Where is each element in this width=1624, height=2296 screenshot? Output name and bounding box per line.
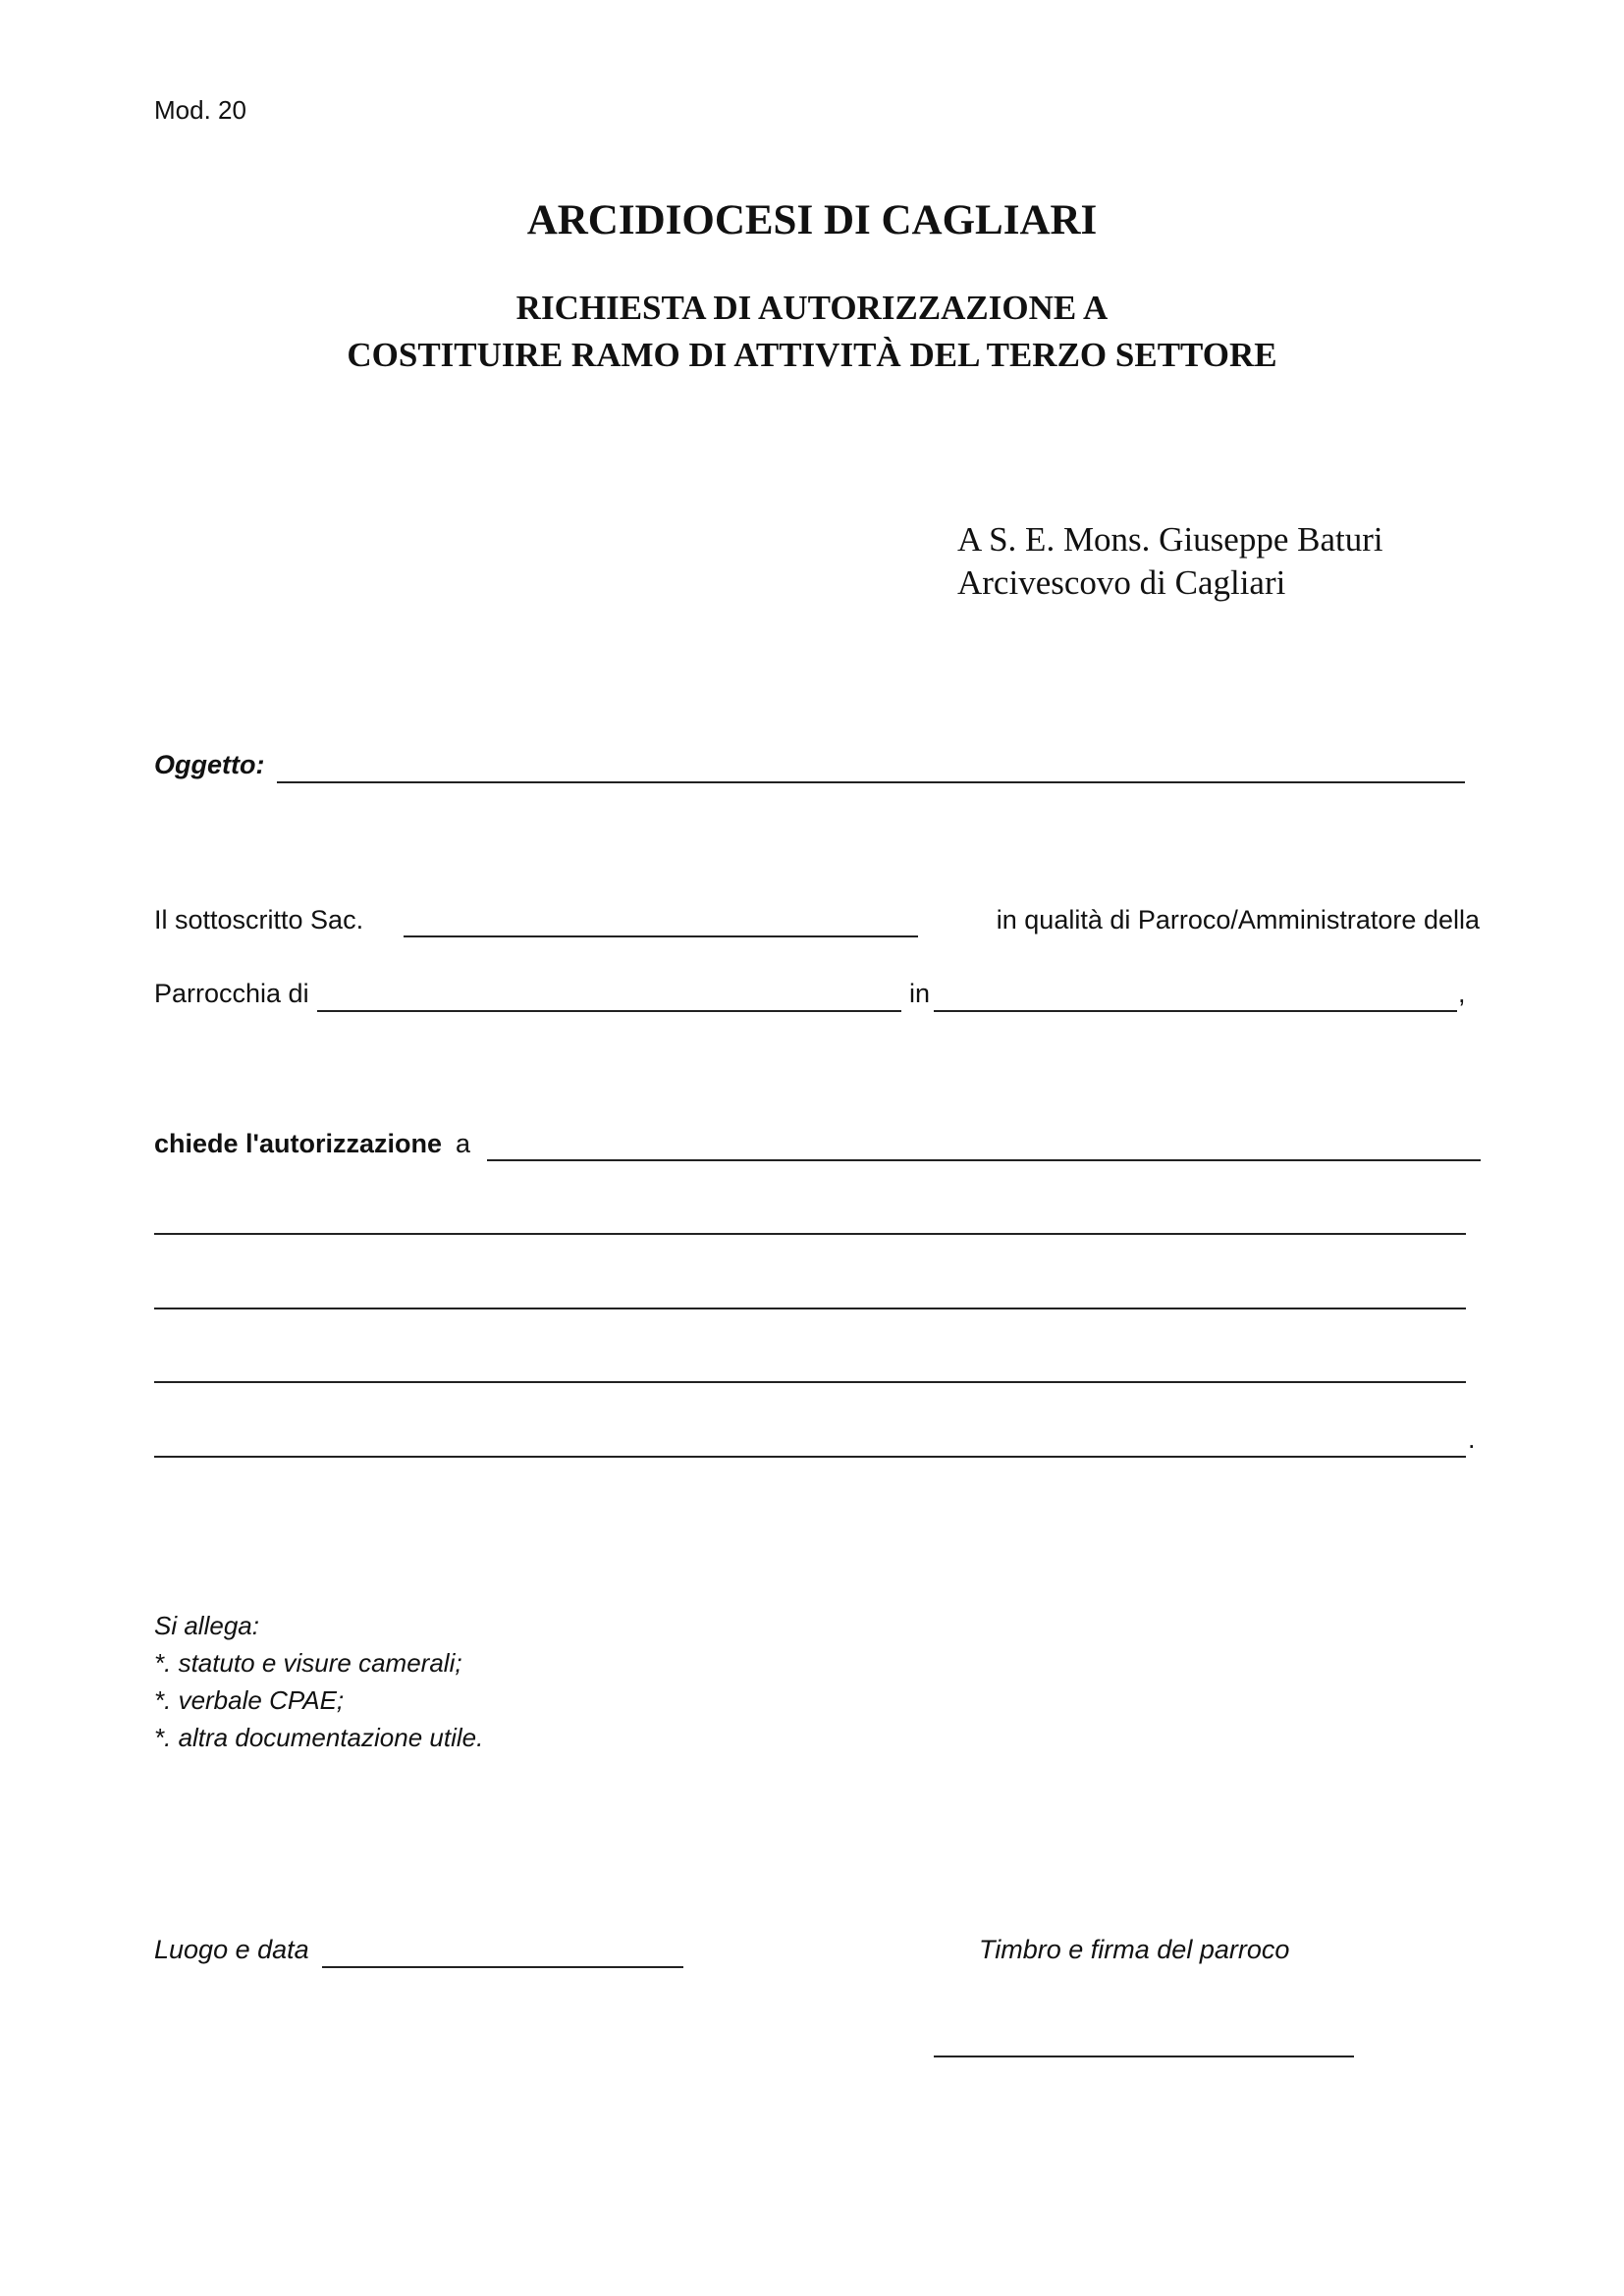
subject-label: Oggetto: [154, 750, 265, 779]
addressee-title: Arcivescovo di Cagliari [957, 563, 1286, 602]
parish-label: Parrocchia di [154, 979, 309, 1008]
attachment-item: *. verbale CPAE; [154, 1685, 345, 1715]
request-field-line-4[interactable] [154, 1381, 1466, 1383]
request-field-line-3[interactable] [154, 1308, 1466, 1309]
request-final-period: . [1468, 1424, 1476, 1454]
organization-title: ARCIDIOCESI DI CAGLIARI [526, 197, 1098, 243]
addressee-block [957, 518, 1383, 605]
parish-name-field[interactable] [317, 1010, 901, 1012]
signature-label: Timbro e firma del parroco [979, 1935, 1290, 1964]
parish-location-label: in [909, 979, 931, 1008]
parish-comma: , [1458, 979, 1466, 1008]
role-text: in qualità di Parroco/Amministratore della [996, 905, 1480, 934]
attachment-item: *. altra documentazione utile. [154, 1723, 484, 1752]
subject-field[interactable] [277, 781, 1465, 783]
request-field-line-1[interactable] [487, 1159, 1481, 1161]
request-label: chiede l'autorizzazione [154, 1129, 442, 1158]
signature-field[interactable] [934, 2056, 1354, 2057]
place-date-field[interactable] [322, 1966, 683, 1968]
request-field-line-2[interactable] [154, 1233, 1466, 1235]
attachment-item: *. statuto e visure camerali; [154, 1648, 462, 1678]
addressee-name: A S. E. Mons. Giuseppe Baturi [957, 520, 1383, 559]
request-field-line-5[interactable] [154, 1456, 1466, 1458]
document-title-line-1: RICHIESTA DI AUTORIZZAZIONE A [515, 289, 1109, 327]
attachments-heading: Si allega: [154, 1611, 259, 1640]
place-date-label: Luogo e data [154, 1935, 309, 1964]
priest-name-field[interactable] [404, 935, 918, 937]
attachments-list [154, 1607, 483, 1756]
request-preposition: a [456, 1129, 471, 1158]
document-title-line-2: COSTITUIRE RAMO DI ATTIVITÀ DEL TERZO SETTORE [347, 336, 1277, 374]
parish-location-field[interactable] [934, 1010, 1457, 1012]
model-number: Mod. 20 [154, 95, 246, 125]
document-title [0, 285, 1624, 379]
signer-prefix-label: Il sottoscritto Sac. [154, 905, 364, 934]
